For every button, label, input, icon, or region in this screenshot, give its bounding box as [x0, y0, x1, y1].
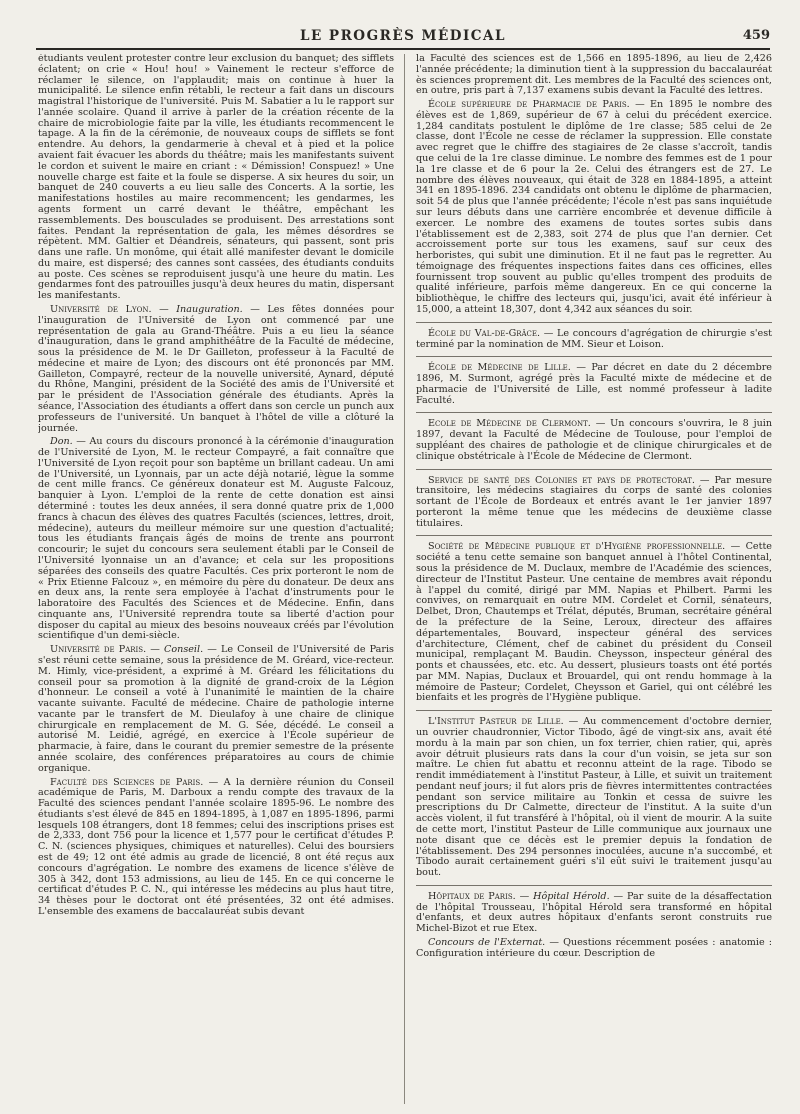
article-hopitaux-paris: Hôpitaux de Paris. — Hôpital Hérold. — Par suite de la désaffectation de l'hôpital Trousseau, l'hôpital Hérold sera transformé en hôpital d'enfants, et deux autres hôpitaux d'enfants seront construits rue Michel-Bizot et rue Etex.	[416, 890, 772, 935]
article-body: — Au cours du discours prononcé à la cérémonie d'inauguration de l'Université de Lyon, M. le recteur Compayré, a fait connaître que l'Université de Lyon reçoit pour son baptême un brillant cadeau. Un ami de l'Université, un Lyonnais, par un acte déjà notarié, lègue la somme de cent mille francs. Ce généreux donateur est M. Auguste Falcouz, banquier à Lyon. L'emploi de la rente de cette donation est ainsi déterminé : toutes les deux années, il sera donné quatre prix de 1,000 francs à chacun des élèves des quatres Facultés (sciences, lettres, droit, médecine), auteurs du meilleur mémoire sur une question d'actualité; tous les étudiants français âgés de moins de trente ans pourront concourir; le sujet du concours sera seulement établi par le Conseil de l'Université lyonnaise un an d'avance; et cela sur les propositions séparées des conseils des quatre Facultés. Ces prix porteront le nom de « Prix Etienne Falcouz », en mémoire du père du donateur. De deux ans en deux ans, la rente sera employée à l'achat d'instruments pour le laboratoire des Facultés des Sciences et de Médecine. Enfin, dans cinquante ans, l'Université reprendra toute sa liberté d'action pour disposer du capital au mieux des besoins nouveaux créés par l'évolution scientifique d'un demi-siècle.	[38, 436, 394, 642]
section-heading: École du Val-de-Grâce.	[428, 327, 541, 339]
article-body: — A la dernière réunion du Conseil académique de Paris, M. Darboux a rendu compte des travaux de la Faculté des sciences pendant l'année scolaire 1895-96. Le nombre des étudiants s'est élevé de 845 en 1894-1895, à 1,087 en 1895-1896, parmi lesquels 108 étrangers, dont 18 femmes; celui des inscriptions prises est de 2,333, dont 756 pour la licence et 1,577 pour le certificat d'études P. C. N. (sciences physiques, chimiques et naturelles). Celui des boursiers est de 49; 12 ont été admis au grade de licencié, 8 ont été reçus aux concours d'agrégation. Le nombre des examens de licence s'élève de 305 à 342, dont 153 admissions, au lieu de 145. En ce qui concerne le certificat d'études P. C. N., qui intéresse les médecins au plus haut titre, 34 thèses pour le doctorat ont été présentées, 32 ont été admises. L'ensemble des examens de baccalauréat subis devant	[38, 776, 394, 917]
article-body: — Par décret en date du 2 décembre 1896, M. Surmont, agrégé près la Faculté mixte de médecine et de pharmacie de l'Université de Lille, est nommé professeur à ladite Faculté.	[416, 362, 772, 406]
section-subheading: Hôpital Hérold.	[533, 890, 610, 902]
rule-divider	[416, 356, 772, 357]
rule-divider	[416, 469, 772, 470]
article-continuation: étudiants veulent protester contre leur exclusion du banquet; des sifflets éclatent; on crie « Hou! hou! » Vainement le recteur s'efforce de réclamer le silence, on l'applaudit; mais on continue à huer la municipalité. Le silence enfin rétabli, le recteur a fait dans un discours magistral l'historique de l'université. Puis M. Sabatier a lu le rapport sur l'année scolaire. Quand il arrive à parler de la création récente de la chaire de microbiologie faite par la ville, les étudiants recommencent le tapage. A la fin de la cérémonie, de nouveaux coups de sifflets se font entendre. Au dehors, la gendarmerie à cheval et à pied et la police avaient fait évacuer les abords du théâtre; mais les manifestants suivent le cordon et suivent le maire en criant : « Démission! Conspuez! » Une nouvelle charge est faite et la foule se disperse. A six heures du soir, un banquet de 240 couverts a eu lieu salle des Concerts. A la sortie, les manifestations hostiles au maire recommencent; les gendarmes, les agents forment un carré devant le théâtre, empêchant les rassemblements. Des bousculades se produisent. Des arrestations sont faites. Pendant la représentation de gala, les mêmes désordres se répètent. MM. Galtier et Déandreis, sénateurs, qui passent, sont pris dans une rafle. Un monôme, qui était allé manifester devant le domicile du maire, est dispersé; des cannes sont cassées, des étudiants conduits au poste. Ces scènes se reproduisent jusqu'à une heure du matin. Les gendarmes font des patrouilles jusqu'à deux heures du matin, dispersant les manifestants.	[38, 54, 394, 302]
article-body: — Le concours d'agrégation de chirurgie s'est terminé par la nomination de MM. Sieur et Loison.	[416, 327, 772, 350]
rule-divider	[416, 710, 772, 711]
article-universite-paris: Université de Paris. — Conseil. — Le Conseil de l'Université de Paris s'est réuni cette semaine, sous la présidence de M. Gréard, vice-recteur. M. Himly, vice-président, a exprimé à M. Gréard les félicitations du conseil pour sa promotion à la dignité de grand-croix de la Légion d'honneur. Le conseil a voté à l'unanimité le maintien de la chaire vacante suivante. Faculté de médecine. Chaire de pathologie interne vacante par le transfert de M. Dieulafoy à une chaire de clinique chirurgicale en remplacement de M. G. Sée, décédé. Le conseil a autorisé M. Leidié, agrégé, en exercice à l'École supérieur de pharmacie, à faire, dans le courant du premier semestre de la présente année scolaire, des conférences préparatoires au cours de chimie organique.	[38, 644, 394, 774]
article-externat	[416, 938, 772, 960]
section-heading: École supérieure de Pharmacie de Paris.	[428, 99, 630, 111]
section-heading: Ecole de Médecine de Clermont.	[428, 418, 591, 430]
article-faculte-sciences	[38, 778, 394, 918]
article-body: — Les fêtes données pour l'inauguration de l'Université de Lyon ont commencé par une représentation de gala au Grand-Théâtre. Puis a eu lieu la séance d'inauguration, dans le grand amphithéâtre de la Faculté de médecine, sous la présidence de M. le Dr Gailleton, professeur à la Faculté de médecine et maire de Lyon; des discours ont été prononcés par MM. Gailleton, Compayré, recteur de la nouvelle université, Aynard, député du Rhône, Mangini, président de la Société des amis de l'Université et par le président de l'Association générale des étudiants. Après la séance, l'Association des étudiants a offert dans son cercle un punch aux professeurs de l'université. Un banquet à l'hôtel de ville a clôturé la journée.	[38, 303, 394, 434]
section-heading: Faculté des Sciences de Paris.	[50, 776, 204, 788]
page-number: 459	[742, 28, 770, 43]
section-subheading: Conseil.	[164, 644, 204, 656]
section-heading: École de Médecine de Lille.	[428, 362, 571, 374]
article-societe-hygiene	[416, 542, 772, 704]
page-header	[36, 26, 770, 50]
rule-divider	[416, 885, 772, 886]
journal-title: LE PROGRÈS MÉDICAL	[299, 28, 507, 44]
article-body: — Le Conseil de l'Université de Paris s'est réuni cette semaine, sous la présidence de M. Gréard, vice-recteur. M. Himly, vice-président, a exprimé à M. Gréard les félicitations du conseil pour sa promotion à la dignité de grand-croix de la Légion d'honneur. Le conseil a voté à l'unanimité le maintien de la chaire vacante suivante. Faculté de médecine. Chaire de pathologie interne vacante par le transfert de M. Dieulafoy à une chaire de clinique chirurgicale en remplacement de M. G. Sée, décédé. Le conseil a autorisé M. Leidié, agrégé, en exercice à l'École supérieur de pharmacie, à faire, dans le courant du premier semestre de la présente année scolaire, des conférences préparatoires au cours de chimie organique.	[38, 644, 394, 774]
right-column	[416, 54, 772, 1104]
section-heading: L'Institut Pasteur de Lille.	[428, 716, 564, 728]
section-heading: Hôpitaux de Paris.	[428, 890, 516, 902]
article-body: — En 1895 le nombre des élèves est de 1,869, supérieur de 67 à celui du précédent exercice. 1,284 canditats postulent le diplôme de 1re classe; 585 celui de 2e classe, dont l'École ne cesse de réclamer la suppression. Elle constate avec regret que le chiffre des stagiaires de 2e classe s'accroît, tandis que celui de la 1re classe diminue. Le nombre des femmes est de 1 pour la 1re classe et de 6 pour la 2e. Celui des étrangers est de 27. Le nombre des élèves nouveaux, qui était de 328 en 1884-1895, a atteint 341 en 1895-1896. 234 candidats ont obtenu le diplôme de pharmacien, soit 54 de plus que l'année précédente; l'école n'est pas sans inquiétude sur leurs débuts dans une carrière encombrée et devenue difficile à exercer. Le nombre des examens de toutes sortes subis dans l'établissement est de 2,383, soit 274 de plus que l'an dernier. Cet accroissement porte sur tous les examens, sauf sur ceux des herboristes, qui subit une diminution. Et il ne faut pas le regretter. Au témoignage des fréquentes inspections faites dans ces officines, elles fournissent trop souvent au public qu'elles trompent des produits de qualité inférieure, parfois même dangereux. En ce qui concerne la bibliothèque, le chiffre des lecteurs qui, jusqu'ici, avait été inférieur à 15,000, a atteint 18,307, dont 4,342 aux séances du soir.	[416, 99, 772, 315]
section-subheading: Don.	[50, 436, 73, 448]
article-body: — Questions récemment posées : anatomie : Configuration intérieure du cœur. Description de	[416, 937, 772, 959]
article-val-de-grace	[416, 329, 772, 351]
article-don	[38, 437, 394, 642]
article-body: — Cette société a tenu cette semaine son banquet annuel à l'hôtel Continental, sous la présidence de M. Duclaux, membre de l'Académie des sciences, directeur de l'Institut Pasteur. Une centaine de membres avait répondu à l'appel du comité, dirigé par MM. Napias et Philbert. Parmi les convives, on remarquait en outre MM. Cordelet et Cornil, sénateurs, Delbet, Dron, Chautemps et Trélat, députés, Bruman, secrétaire général de la préfecture de la Seine, Leroux, directeur des affaires départementales, Bouvard, inspecteur général des services d'architecture, Clément, chef de cabinet du président du Conseil municipal, remplaçant M. Baudin. Cheysson, inspecteur général des ponts et chaussées, etc. etc. Au dessert, plusieurs toasts ont été portés par MM. Napias, Duclaux et Brouardel, qui ont rendu hommage à la mémoire de Pasteur; Cordelet, Cheysson et Gariel, qui ont célébré les bienfaits et les progrès de l'Hygiène publique.	[416, 541, 772, 704]
article-continuation: la Faculté des sciences est de 1,566 en 1895-1896, au lieu de 2,426 l'année précédente; la diminution tient à la suppression du baccalauréat ès sciences proprement dit. Les membres de la Faculté des sciences ont, en outre, pris part à 7,137 examens subis devant la Faculté des lettres.	[416, 54, 772, 97]
article-body: — Un concours s'ouvrira, le 8 juin 1897, devant la Faculté de Médecine de Toulouse, pour l'emploi de suppléant des chaires de pathologie et de clinique chirurgicales et de clinique obstétricale à l'École de Médecine de Clermont.	[416, 418, 772, 462]
section-heading: Société de Médecine publique et d'Hygiène professionnelle.	[428, 541, 726, 553]
left-column	[38, 54, 394, 1104]
article-universite-lyon: Université de Lyon. — Inauguration. — Les fêtes données pour l'inauguration de l'Université de Lyon ont commencé par une représentation de gala au Grand-Théâtre. Puis a eu lieu la séance d'inauguration, dans le grand amphithéâtre de la Faculté de médecine, sous la présidence de M. le Dr Gailleton, professeur à la Faculté de médecine et maire de Lyon; des discours ont été prononcés par MM. Gailleton, Compayré, recteur de la nouvelle université, Aynard, député du Rhône, Mangini, président de la Société des amis de l'Université et par le président de l'Association générale des étudiants. Après la séance, l'Association des étudiants a offert dans son cercle un punch aux professeurs de l'université. Un banquet à l'hôtel de ville a clôturé la journée.	[38, 303, 394, 434]
article-ecole-pharmacie	[416, 100, 772, 316]
section-subheading: Inauguration.	[176, 303, 243, 315]
article-body: — Par suite de la désaffectation de l'hôpital Trousseau, l'hôpital Hérold sera transformé en hôpital d'enfants, et deux autres hôpitaux d'enfants seront construits rue Michel-Bizot et rue Etex.	[416, 890, 772, 935]
rule-divider	[416, 412, 772, 413]
column-divider	[404, 54, 405, 1104]
rule-divider	[416, 322, 772, 323]
article-institut-pasteur	[416, 717, 772, 879]
section-heading: Université de Paris.	[50, 644, 147, 656]
section-heading: Université de Lyon.	[50, 303, 152, 315]
section-subheading: Concours de l'Externat.	[428, 937, 546, 949]
section-heading: Service de santé des Colonies et pays de protectorat.	[428, 474, 695, 486]
rule-divider	[416, 535, 772, 536]
article-ecole-lille	[416, 363, 772, 406]
article-body: — Au commencement d'octobre dernier, un ouvrier chaudronnier, Victor Tibodo, âgé de vingt-six ans, avait été mordu à la main par son chien, un fox terrier, chien ratier, qui, après avoir détruit plusieurs rats dans la cour d'un voisin, se jeta sur son maître. Le chien fut abattu et reconnu atteint de la rage. Tibodo se rendit immédiatement à l'institut Pasteur, à Lille, et suivit un traitement pendant neuf jours; il fut alors pris de fièvres intermittentes contractées pendant son service militaire au Tonkin et cessa de suivre les prescriptions du Dr Calmette, directeur de l'institut. A la suite d'un accès violent, il fut transféré à l'hôpital, où il vient de mourir. A la suite de cette mort, l'institut Pasteur de Lille communique aux journaux une note disant que ce décès est le premier depuis la fondation de l'établissement. Des 294 personnes inoculées, aucune n'a succombé, et Tibodo aurait certainement guéri s'il eût suivi le traitement jusqu'au bout.	[416, 716, 772, 879]
article-service-colonies	[416, 476, 772, 530]
article-ecole-clermont	[416, 419, 772, 462]
article-body: — Par mesure transitoire, les médecins stagiaires du corps de santé des colonies sortant de l'École de Bordeaux et entrés avant le 1er janvier 1897 porteront la même tenue que les médecins de deuxième classe titulaires.	[416, 474, 772, 529]
